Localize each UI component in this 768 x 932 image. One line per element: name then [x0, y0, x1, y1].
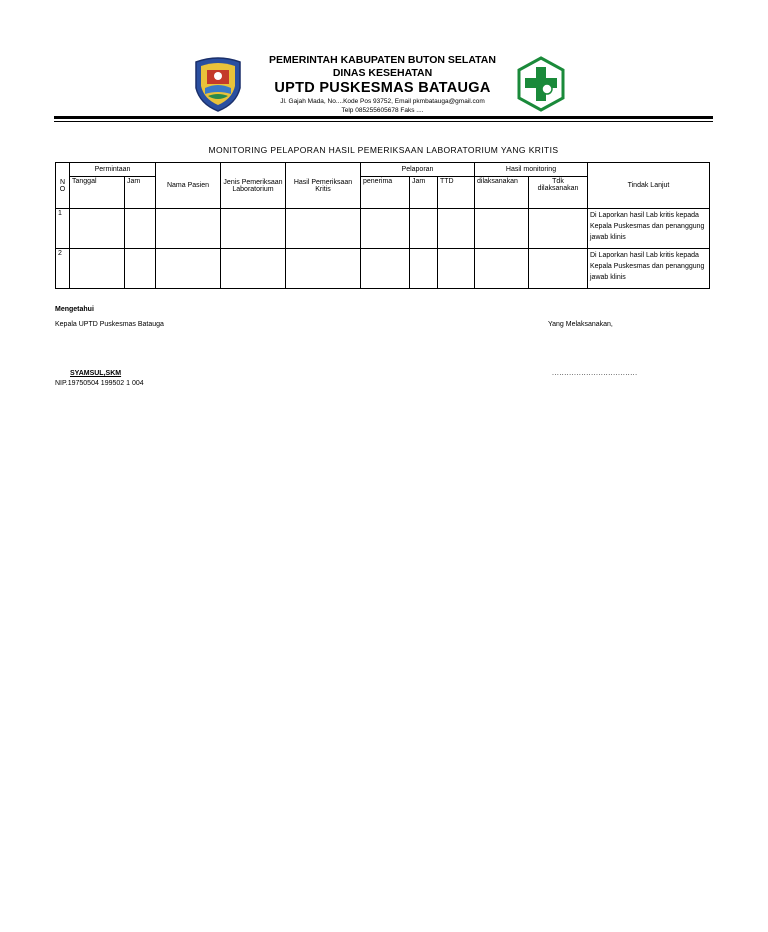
cell-penerima[interactable]: [361, 209, 410, 249]
cell-penerima[interactable]: [361, 249, 410, 289]
letterhead: [0, 50, 768, 120]
cell-jam-pelaporan[interactable]: [410, 209, 438, 249]
cell-hasil[interactable]: [286, 209, 361, 249]
row-no: 1: [56, 209, 70, 249]
header-institution: UPTD PUSKESMAS BATAUGA: [274, 80, 491, 96]
col-dilaksanakan: dilaksanakan: [475, 177, 529, 209]
col-nama-pasien: Nama Pasien: [156, 163, 221, 209]
cell-tdk-dilaksanakan[interactable]: [529, 209, 588, 249]
puskesmas-cross-logo-icon: [516, 56, 566, 112]
cell-ttd[interactable]: [438, 249, 475, 289]
col-ttd: TTD: [438, 177, 475, 209]
col-penerima: penerima: [361, 177, 410, 209]
cell-ttd[interactable]: [438, 209, 475, 249]
pelaksana-signature-line: ...................................: [552, 370, 638, 377]
footer-pelaksana: Yang Melaksanakan,: [548, 321, 613, 328]
header-department: DINAS KESEHATAN: [332, 67, 433, 79]
footer-mengetahui: Mengetahui: [55, 306, 94, 313]
table-header-row: [56, 163, 710, 177]
buton-selatan-emblem-icon: [192, 54, 244, 112]
col-hasil-pemeriksaan: Hasil Pemeriksaan Kritis: [286, 163, 361, 209]
cell-jam[interactable]: [125, 209, 156, 249]
cell-dilaksanakan[interactable]: [475, 249, 529, 289]
col-jam-pelaporan: Jam: [410, 177, 438, 209]
cell-hasil[interactable]: [286, 249, 361, 289]
header-divider-thin: [54, 121, 713, 122]
row-no: 2: [56, 249, 70, 289]
signatory-name: SYAMSUL,SKM: [70, 370, 122, 377]
signatory-nip: NIP.19750504 199502 1 004: [55, 380, 144, 387]
col-tdk-dilaksanakan: Tdk dilaksanakan: [529, 177, 588, 209]
col-hasil-monitoring: Hasil monitoring: [475, 163, 588, 177]
monitoring-table: [55, 162, 710, 289]
table-row: [56, 249, 710, 289]
col-tanggal: Tanggal: [70, 177, 125, 209]
cell-nama-pasien[interactable]: [156, 249, 221, 289]
col-pelaporan: Pelaporan: [361, 163, 475, 177]
header-address: Jl. Gajah Mada, No....Kode Pos 93752, Email pkmbatauga@gmail.com: [280, 98, 485, 105]
header-divider-thick: [54, 116, 713, 119]
cell-tanggal[interactable]: [70, 249, 125, 289]
cell-tanggal[interactable]: [70, 209, 125, 249]
cell-jam[interactable]: [125, 249, 156, 289]
col-no: N O: [56, 163, 70, 209]
header-phone: Telp 085255605678 Faks ....: [341, 107, 424, 114]
cell-jenis[interactable]: [221, 209, 286, 249]
footer-kepala: Kepala UPTD Puskesmas Batauga: [55, 321, 164, 328]
col-jam: Jam: [125, 177, 156, 209]
col-jenis-pemeriksaan: Jenis Pemeriksaan Laboratorium: [221, 163, 286, 209]
cell-jam-pelaporan[interactable]: [410, 249, 438, 289]
cell-tindak-lanjut: Di Laporkan hasil Lab kritis kepada Kepala Puskesmas dan penanggung jawab klinis: [588, 249, 710, 289]
cell-tdk-dilaksanakan[interactable]: [529, 249, 588, 289]
cell-nama-pasien[interactable]: [156, 209, 221, 249]
table-row: [56, 209, 710, 249]
cell-dilaksanakan[interactable]: [475, 209, 529, 249]
cell-tindak-lanjut: Di Laporkan hasil Lab kritis kepada Kepala Puskesmas dan penanggung jawab klinis: [588, 209, 710, 249]
header-government: PEMERINTAH KABUPATEN BUTON SELATAN: [269, 54, 496, 66]
cell-jenis[interactable]: [221, 249, 286, 289]
col-permintaan: Permintaan: [70, 163, 156, 177]
col-tindak-lanjut: Tindak Lanjut: [588, 163, 710, 209]
document-title: MONITORING PELAPORAN HASIL PEMERIKSAAN LABORATORIUM YANG KRITIS: [208, 145, 559, 155]
